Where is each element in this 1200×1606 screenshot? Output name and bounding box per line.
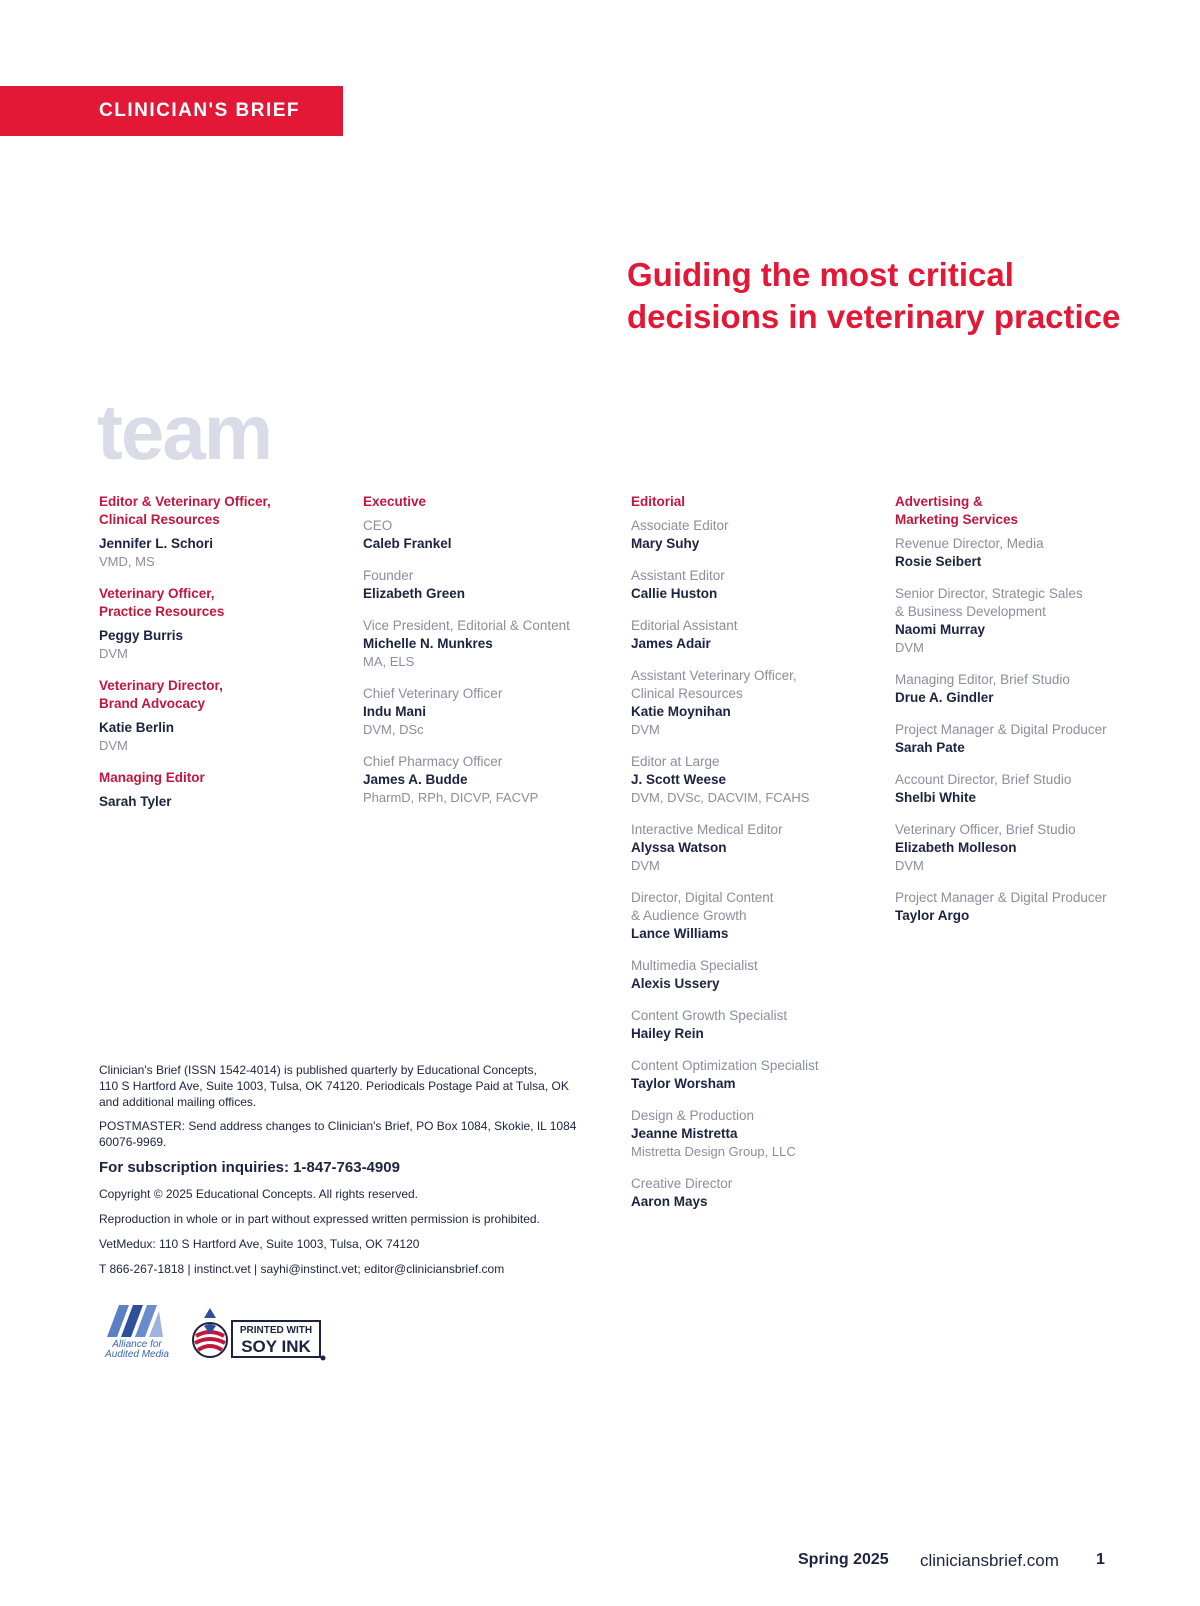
staff-name: Jennifer L. Schori bbox=[99, 536, 214, 551]
staff-entry bbox=[99, 535, 349, 571]
staff-entry bbox=[895, 671, 1145, 707]
staff-role: CEO bbox=[363, 518, 393, 533]
section-title: Editorial bbox=[631, 494, 686, 509]
staff-role: & Audience Growth bbox=[631, 908, 747, 923]
staff-entry bbox=[631, 1007, 881, 1043]
staff-name: Michelle N. Munkres bbox=[363, 636, 493, 651]
staff-credentials: DVM bbox=[631, 858, 660, 873]
staff-role: Founder bbox=[363, 568, 414, 583]
staff-entry bbox=[631, 753, 881, 807]
staff-credentials: PharmD, RPh, DICVP, FACVP bbox=[363, 790, 539, 805]
staff-entry bbox=[363, 567, 613, 603]
soy-ink-line-2: SOY INK bbox=[241, 1337, 311, 1356]
vetmedux-address: VetMedux: 110 S Hartford Ave, Suite 1003, Tulsa, OK 74120 bbox=[99, 1237, 420, 1251]
staff-role: Project Manager & Digital Producer bbox=[895, 722, 1107, 737]
staff-credentials: DVM bbox=[895, 858, 924, 873]
staff-entry bbox=[631, 617, 881, 653]
section-title: Editor & Veterinary Officer, Clinical Resources bbox=[99, 494, 271, 527]
staff-entry bbox=[895, 721, 1145, 757]
soy-ink-logo bbox=[190, 1302, 326, 1362]
staff-role: Interactive Medical Editor bbox=[631, 822, 783, 837]
staff-name: Alexis Ussery bbox=[631, 976, 720, 991]
staff-entry bbox=[631, 1057, 881, 1093]
staff-role: Chief Veterinary Officer bbox=[363, 686, 503, 701]
staff-name: Sarah Tyler bbox=[99, 794, 172, 809]
staff-name: Lance Williams bbox=[631, 926, 729, 941]
staff-name: Katie Berlin bbox=[99, 720, 175, 735]
staff-entry bbox=[631, 957, 881, 993]
alliance-audited-media-logo bbox=[97, 1303, 175, 1363]
staff-name: Caleb Frankel bbox=[363, 536, 452, 551]
staff-role: Associate Editor bbox=[631, 518, 729, 533]
staff-role: Senior Director, Strategic Sales bbox=[895, 586, 1083, 601]
brand-label: CLINICIAN'S BRIEF bbox=[99, 100, 301, 121]
tagline-line-2: decisions in veterinary practice bbox=[627, 298, 1121, 335]
staff-name: Indu Mani bbox=[363, 704, 426, 719]
website-link[interactable]: cliniciansbrief.com bbox=[920, 1551, 1059, 1570]
staff-name: Rosie Seibert bbox=[895, 554, 982, 569]
staff-credentials: DVM bbox=[631, 722, 660, 737]
team-column-executive bbox=[363, 493, 613, 807]
soy-ink-line-1: PRINTED WITH bbox=[239, 1325, 313, 1336]
section-title: Veterinary Director, Brand Advocacy bbox=[99, 678, 223, 711]
staff-name: Mary Suhy bbox=[631, 536, 700, 551]
staff-name: Peggy Burris bbox=[99, 628, 184, 643]
staff-entry bbox=[631, 821, 881, 875]
staff-entry bbox=[363, 617, 613, 671]
staff-role: Assistant Veterinary Officer, bbox=[631, 668, 797, 683]
staff-entry bbox=[895, 535, 1145, 571]
staff-role: Account Director, Brief Studio bbox=[895, 772, 1072, 787]
staff-credentials: DVM bbox=[99, 738, 128, 753]
staff-credentials: DVM bbox=[99, 646, 128, 661]
staff-name: James A. Budde bbox=[363, 772, 468, 787]
team-column-editorial bbox=[631, 493, 881, 1211]
staff-credentials: VMD, MS bbox=[99, 554, 155, 569]
staff-name: Taylor Worsham bbox=[631, 1076, 736, 1091]
staff-name: Elizabeth Green bbox=[363, 586, 466, 601]
staff-entry bbox=[363, 517, 613, 553]
staff-entry bbox=[895, 889, 1145, 925]
aam-wordmark: Alliance for Audited Media bbox=[105, 1339, 169, 1360]
staff-entry bbox=[99, 719, 349, 755]
staff-entry bbox=[99, 793, 349, 811]
staff-entry bbox=[99, 627, 349, 663]
section-title: Advertising & Marketing Services bbox=[895, 494, 1019, 527]
staff-credentials: MA, ELS bbox=[363, 654, 415, 669]
staff-entry bbox=[363, 753, 613, 807]
staff-name: James Adair bbox=[631, 636, 711, 651]
staff-name: Drue A. Gindler bbox=[895, 690, 994, 705]
staff-name: Sarah Pate bbox=[895, 740, 965, 755]
issn-statement: Clinician's Brief (ISSN 1542-4014) is published quarterly by Educational Concepts, 110 S Hartford Ave, Suite 1003, Tulsa, OK 74120. Periodicals Postage Paid at Tulsa, OK and additional mailing offices. bbox=[99, 1063, 569, 1109]
staff-role: Chief Pharmacy Officer bbox=[363, 754, 503, 769]
staff-name: Shelbi White bbox=[895, 790, 976, 805]
staff-entry bbox=[631, 1107, 881, 1161]
staff-role: & Business Development bbox=[895, 604, 1046, 619]
staff-role: Project Manager & Digital Producer bbox=[895, 890, 1107, 905]
staff-role: Revenue Director, Media bbox=[895, 536, 1044, 551]
staff-role: Editorial Assistant bbox=[631, 618, 738, 633]
staff-name: Hailey Rein bbox=[631, 1026, 704, 1041]
staff-credentials: DVM bbox=[895, 640, 924, 655]
staff-entry bbox=[631, 889, 881, 943]
staff-credentials: DVM, DSc bbox=[363, 722, 424, 737]
aam-mark-icon bbox=[97, 1303, 175, 1339]
staff-role: Editor at Large bbox=[631, 754, 720, 769]
staff-role: Assistant Editor bbox=[631, 568, 725, 583]
tagline bbox=[627, 254, 1187, 338]
reproduction-text: Reproduction in whole or in part without expressed written permission is prohibited. bbox=[99, 1212, 540, 1226]
brand-bar bbox=[0, 86, 343, 136]
section-title: Managing Editor bbox=[99, 770, 205, 785]
team-column-advertising bbox=[895, 493, 1145, 925]
staff-role: Multimedia Specialist bbox=[631, 958, 758, 973]
staff-role: Content Optimization Specialist bbox=[631, 1058, 819, 1073]
staff-name: Callie Huston bbox=[631, 586, 718, 601]
staff-role: Veterinary Officer, Brief Studio bbox=[895, 822, 1076, 837]
team-column-editorial-leadership bbox=[99, 493, 349, 811]
staff-name: Jeanne Mistretta bbox=[631, 1126, 738, 1141]
page-number: 1 bbox=[1096, 1551, 1105, 1568]
staff-name: Alyssa Watson bbox=[631, 840, 727, 855]
staff-role: Clinical Resources bbox=[631, 686, 743, 701]
staff-credentials: DVM, DVSc, DACVIM, FCAHS bbox=[631, 790, 810, 805]
staff-entry bbox=[363, 685, 613, 739]
staff-name: Katie Moynihan bbox=[631, 704, 731, 719]
staff-entry bbox=[631, 567, 881, 603]
staff-entry bbox=[895, 771, 1145, 807]
issue-season: Spring 2025 bbox=[798, 1551, 889, 1568]
staff-role: Managing Editor, Brief Studio bbox=[895, 672, 1070, 687]
staff-entry bbox=[631, 667, 881, 739]
subscription-inquiries: For subscription inquiries: 1-847-763-4909 bbox=[99, 1159, 400, 1176]
publication-info bbox=[99, 1062, 589, 1286]
soy-ink-seal-icon bbox=[190, 1302, 326, 1362]
copyright-text: Copyright © 2025 Educational Concepts. All rights reserved. bbox=[99, 1187, 419, 1201]
postmaster-statement: POSTMASTER: Send address changes to Clinician's Brief, PO Box 1084, Skokie, IL 1084 60076-9969. bbox=[99, 1119, 577, 1149]
staff-credentials: Mistretta Design Group, LLC bbox=[631, 1144, 796, 1159]
staff-name: Naomi Murray bbox=[895, 622, 986, 637]
section-title: Executive bbox=[363, 494, 427, 509]
section-title: Veterinary Officer, Practice Resources bbox=[99, 586, 225, 619]
contact-info: T 866-267-1818 | instinct.vet | sayhi@instinct.vet; editor@cliniciansbrief.com bbox=[99, 1262, 505, 1276]
staff-role: Creative Director bbox=[631, 1176, 733, 1191]
staff-name: J. Scott Weese bbox=[631, 772, 727, 787]
staff-entry bbox=[895, 585, 1145, 657]
staff-entry bbox=[895, 821, 1145, 875]
team-heading: team bbox=[97, 388, 272, 476]
staff-entry bbox=[631, 517, 881, 553]
tagline-line-1: Guiding the most critical bbox=[627, 256, 1014, 293]
staff-name: Taylor Argo bbox=[895, 908, 970, 923]
staff-name: Elizabeth Molleson bbox=[895, 840, 1017, 855]
staff-name: Aaron Mays bbox=[631, 1194, 708, 1209]
staff-role: Content Growth Specialist bbox=[631, 1008, 788, 1023]
staff-entry bbox=[631, 1175, 881, 1211]
staff-role: Director, Digital Content bbox=[631, 890, 774, 905]
staff-role: Vice President, Editorial & Content bbox=[363, 618, 570, 633]
staff-role: Design & Production bbox=[631, 1108, 755, 1123]
